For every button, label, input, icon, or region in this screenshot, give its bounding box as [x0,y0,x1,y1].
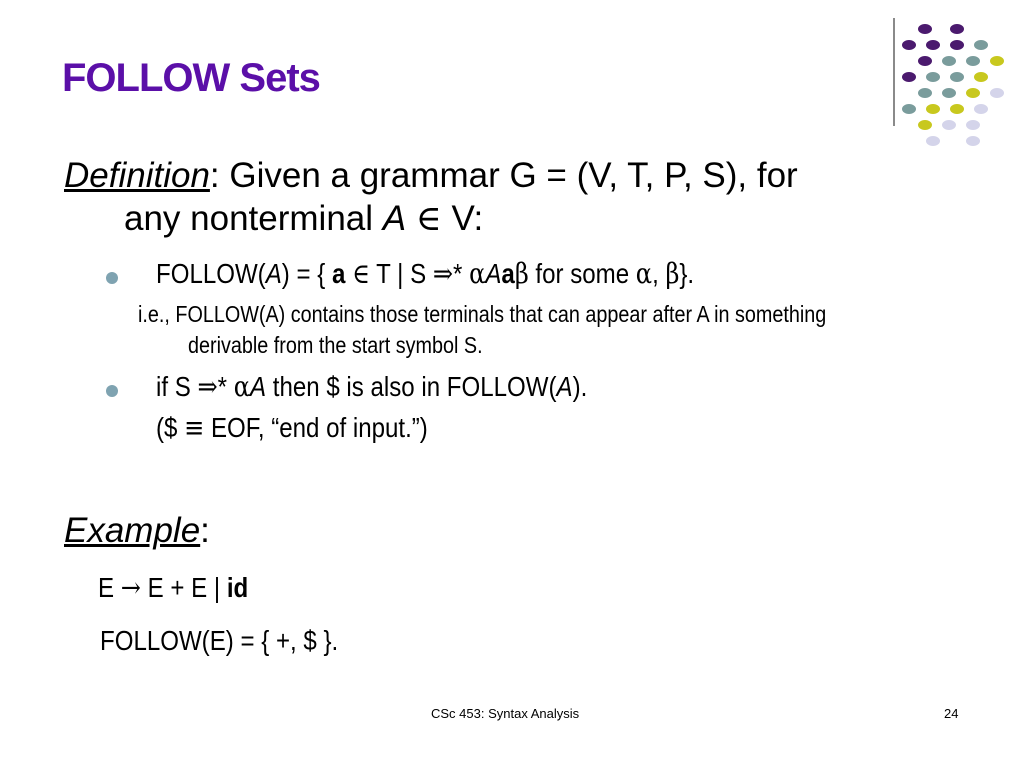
definition-text: V: [441,199,484,238]
dot [926,136,940,146]
dot [902,104,916,114]
follow-definition-formula: FOLLOW(A) = { a ∈ T | S ⇒* αAaβ for some α, β}. [156,257,695,290]
dot [942,120,956,130]
slide-title: FOLLOW Sets [62,56,320,100]
dot [942,88,956,98]
dot [990,88,1004,98]
dot [950,104,964,114]
dot [966,88,980,98]
definition-line-2 [124,200,483,239]
eof-rule-line-2: ($ ≡ EOF, “end of input.”) [156,411,428,444]
dot [974,40,988,50]
follow-note-line-2: derivable from the start symbol S. [188,332,483,358]
dot [926,72,940,82]
footer-course-title: CSc 453: Syntax Analysis [431,706,580,721]
dot [990,56,1004,66]
dot [950,24,964,34]
dot [950,72,964,82]
definition-text: any nonterminal [124,199,383,238]
definition-line-1 [64,157,798,196]
dot [942,56,956,66]
dot [918,56,932,66]
dot [902,72,916,82]
footer-page-number: 24 [944,706,959,721]
dot [918,88,932,98]
nonterminal-symbol: A [382,199,407,238]
follow-note-line-1: i.e., FOLLOW(A) contains those terminals that can appear after A in something [138,301,827,327]
dot [918,24,932,34]
bullet-icon [106,385,118,397]
dot [926,40,940,50]
example-label: Example [64,511,201,550]
eof-rule-line-1: if S ⇒* αA then $ is also in FOLLOW(A). [156,370,588,403]
definition-label: Definition [64,156,210,195]
dot [926,104,940,114]
element-of-symbol: ∈ [415,199,442,239]
bullet-icon [106,272,118,284]
dot [902,40,916,50]
dot [966,120,980,130]
definition-text: : Given a grammar G = (V, T, P, S), for [209,156,798,195]
dot [974,104,988,114]
dot [918,120,932,130]
decorative-divider [893,18,895,126]
example-follow-result: FOLLOW(E) = { +, $ }. [100,625,339,656]
dot [966,56,980,66]
dot [974,72,988,82]
dot [950,40,964,50]
example-heading: Example: [64,511,210,550]
example-grammar: E → E + E | id [98,571,249,604]
dot [966,136,980,146]
